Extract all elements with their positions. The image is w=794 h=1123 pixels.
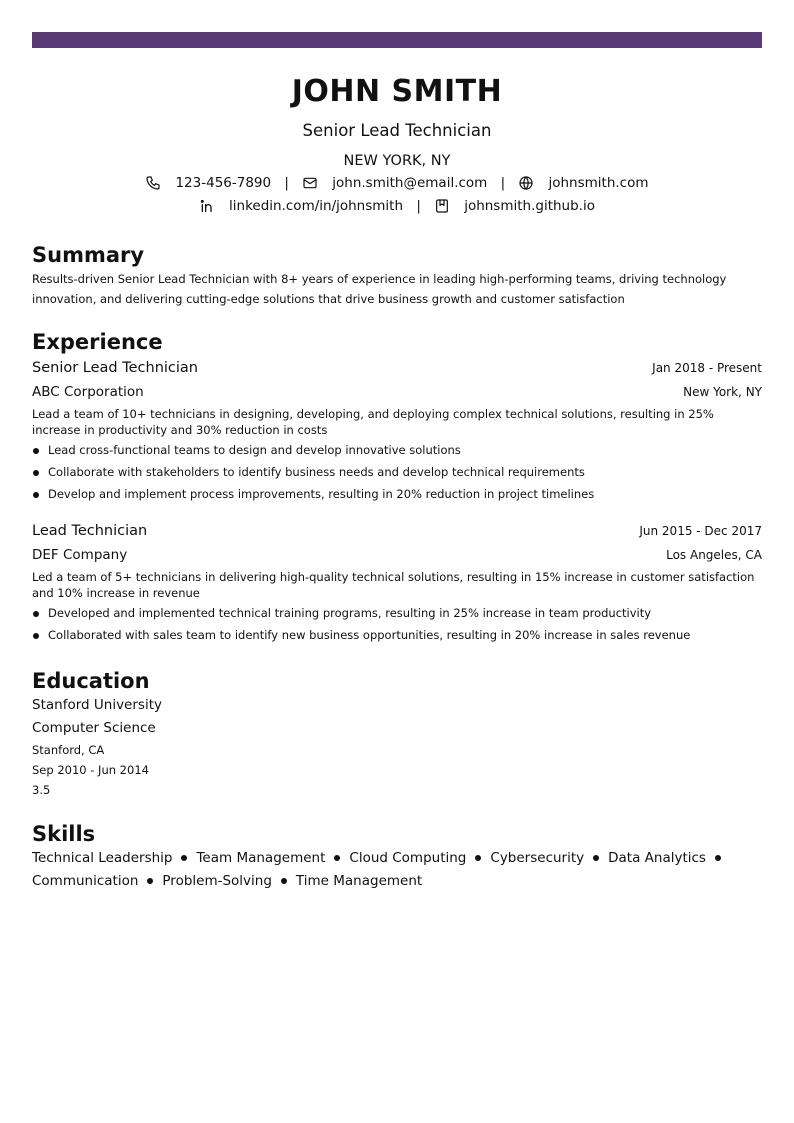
job-description: Lead a team of 10+ technicians in designing, developing, and deploying complex technical solutions, resulting in 25% increase in productivity and 30% reduction in costs xyxy=(32,407,714,437)
bullet-text: Lead cross-functional teams to design and develop innovative solutions xyxy=(48,443,461,457)
contact-separator: | xyxy=(416,198,421,214)
bullet-dot xyxy=(33,633,39,639)
job-dates: Jan 2018 - Present xyxy=(652,361,762,375)
candidate-title: Senior Lead Technician xyxy=(302,121,492,140)
email-text: john.smith@email.com xyxy=(332,175,488,191)
phone-icon xyxy=(145,175,161,191)
bullet-dot xyxy=(33,470,39,476)
skill-tag: Cybersecurity xyxy=(490,850,585,866)
github-contact[interactable] xyxy=(434,197,595,215)
job-location: Los Angeles, CA xyxy=(666,548,762,562)
contact-separator: | xyxy=(284,175,289,191)
website-contact[interactable] xyxy=(518,174,648,192)
skill-separator-dot xyxy=(334,855,340,861)
job-dates: Jun 2015 - Dec 2017 xyxy=(639,524,762,538)
candidate-location: NEW YORK, NY xyxy=(343,153,451,169)
globe-icon xyxy=(518,175,534,191)
website-text: johnsmith.com xyxy=(548,175,649,191)
education-location: Stanford, CA xyxy=(32,743,105,757)
candidate-name: JOHN SMITH xyxy=(291,74,503,109)
phone-text: 123-456-7890 xyxy=(175,175,272,191)
job-company: ABC Corporation xyxy=(32,384,144,400)
contact-separator: | xyxy=(500,175,506,191)
skill-separator-dot xyxy=(475,855,481,861)
bullet-dot xyxy=(33,492,39,498)
skills-heading: Skills xyxy=(32,822,96,846)
skill-tag: Team Management xyxy=(196,850,326,866)
skill-tag: Problem-Solving xyxy=(162,873,272,889)
summary-text: Results-driven Senior Lead Technician with 8+ years of experience in leading high-performing teams, driving technology innovation, and delivering cutting-edge solutions that drive business growth and customer satisfaction xyxy=(32,272,727,306)
bullet-text: Developed and implemented technical training programs, resulting in 25% increase in team productivity xyxy=(48,606,652,620)
contact-row-secondary xyxy=(32,197,762,215)
skill-tag: Data Analytics xyxy=(608,850,706,866)
bullet-dot xyxy=(33,611,39,617)
job-description: Led a team of 5+ technicians in delivering high-quality technical solutions, resulting in 15% increase in customer satisfaction and 10% increase in revenue xyxy=(32,570,755,600)
job-company: DEF Company xyxy=(32,547,128,563)
skills-row-1 xyxy=(32,849,762,867)
education-dates: Sep 2010 - Jun 2014 xyxy=(32,763,149,777)
skill-tag: Time Management xyxy=(295,873,423,889)
bullet-text: Develop and implement process improvements, resulting in 20% reduction in project timelines xyxy=(48,487,595,501)
bullet-text: Collaborate with stakeholders to identify business needs and develop technical requirements xyxy=(48,465,585,479)
bullet-dot xyxy=(33,448,39,454)
education-heading: Education xyxy=(32,669,150,693)
skill-separator-dot xyxy=(715,855,721,861)
skill-separator-dot xyxy=(147,878,153,884)
education-field: Computer Science xyxy=(32,720,156,736)
linkedin-contact[interactable] xyxy=(199,197,403,215)
skill-tag: Communication xyxy=(32,873,139,889)
linkedin-text: linkedin.com/in/johnsmith xyxy=(229,198,404,214)
skill-separator-dot xyxy=(281,878,287,884)
bookmark-book-icon xyxy=(434,198,450,214)
linkedin-icon xyxy=(199,198,215,214)
bullet-text: Collaborated with sales team to identify new business opportunities, resulting in 20% increase in sales revenue xyxy=(48,628,691,642)
experience-heading: Experience xyxy=(32,330,163,354)
skill-tag: Cloud Computing xyxy=(349,850,467,866)
email-contact[interactable] xyxy=(302,174,487,192)
education-gpa: 3.5 xyxy=(32,783,51,797)
education-school: Stanford University xyxy=(32,697,162,713)
skills-row-2 xyxy=(32,872,762,890)
job-title: Lead Technician xyxy=(32,523,148,539)
envelope-icon xyxy=(302,175,318,191)
summary-heading: Summary xyxy=(32,243,145,267)
skill-separator-dot xyxy=(593,855,599,861)
github-text: johnsmith.github.io xyxy=(464,198,595,214)
job-location: New York, NY xyxy=(683,385,762,399)
phone-contact[interactable] xyxy=(145,174,271,192)
skill-tag: Technical Leadership xyxy=(32,850,173,866)
job-title: Senior Lead Technician xyxy=(32,360,198,376)
contact-row-primary xyxy=(32,174,762,192)
accent-bar xyxy=(32,32,762,48)
skill-separator-dot xyxy=(181,855,187,861)
